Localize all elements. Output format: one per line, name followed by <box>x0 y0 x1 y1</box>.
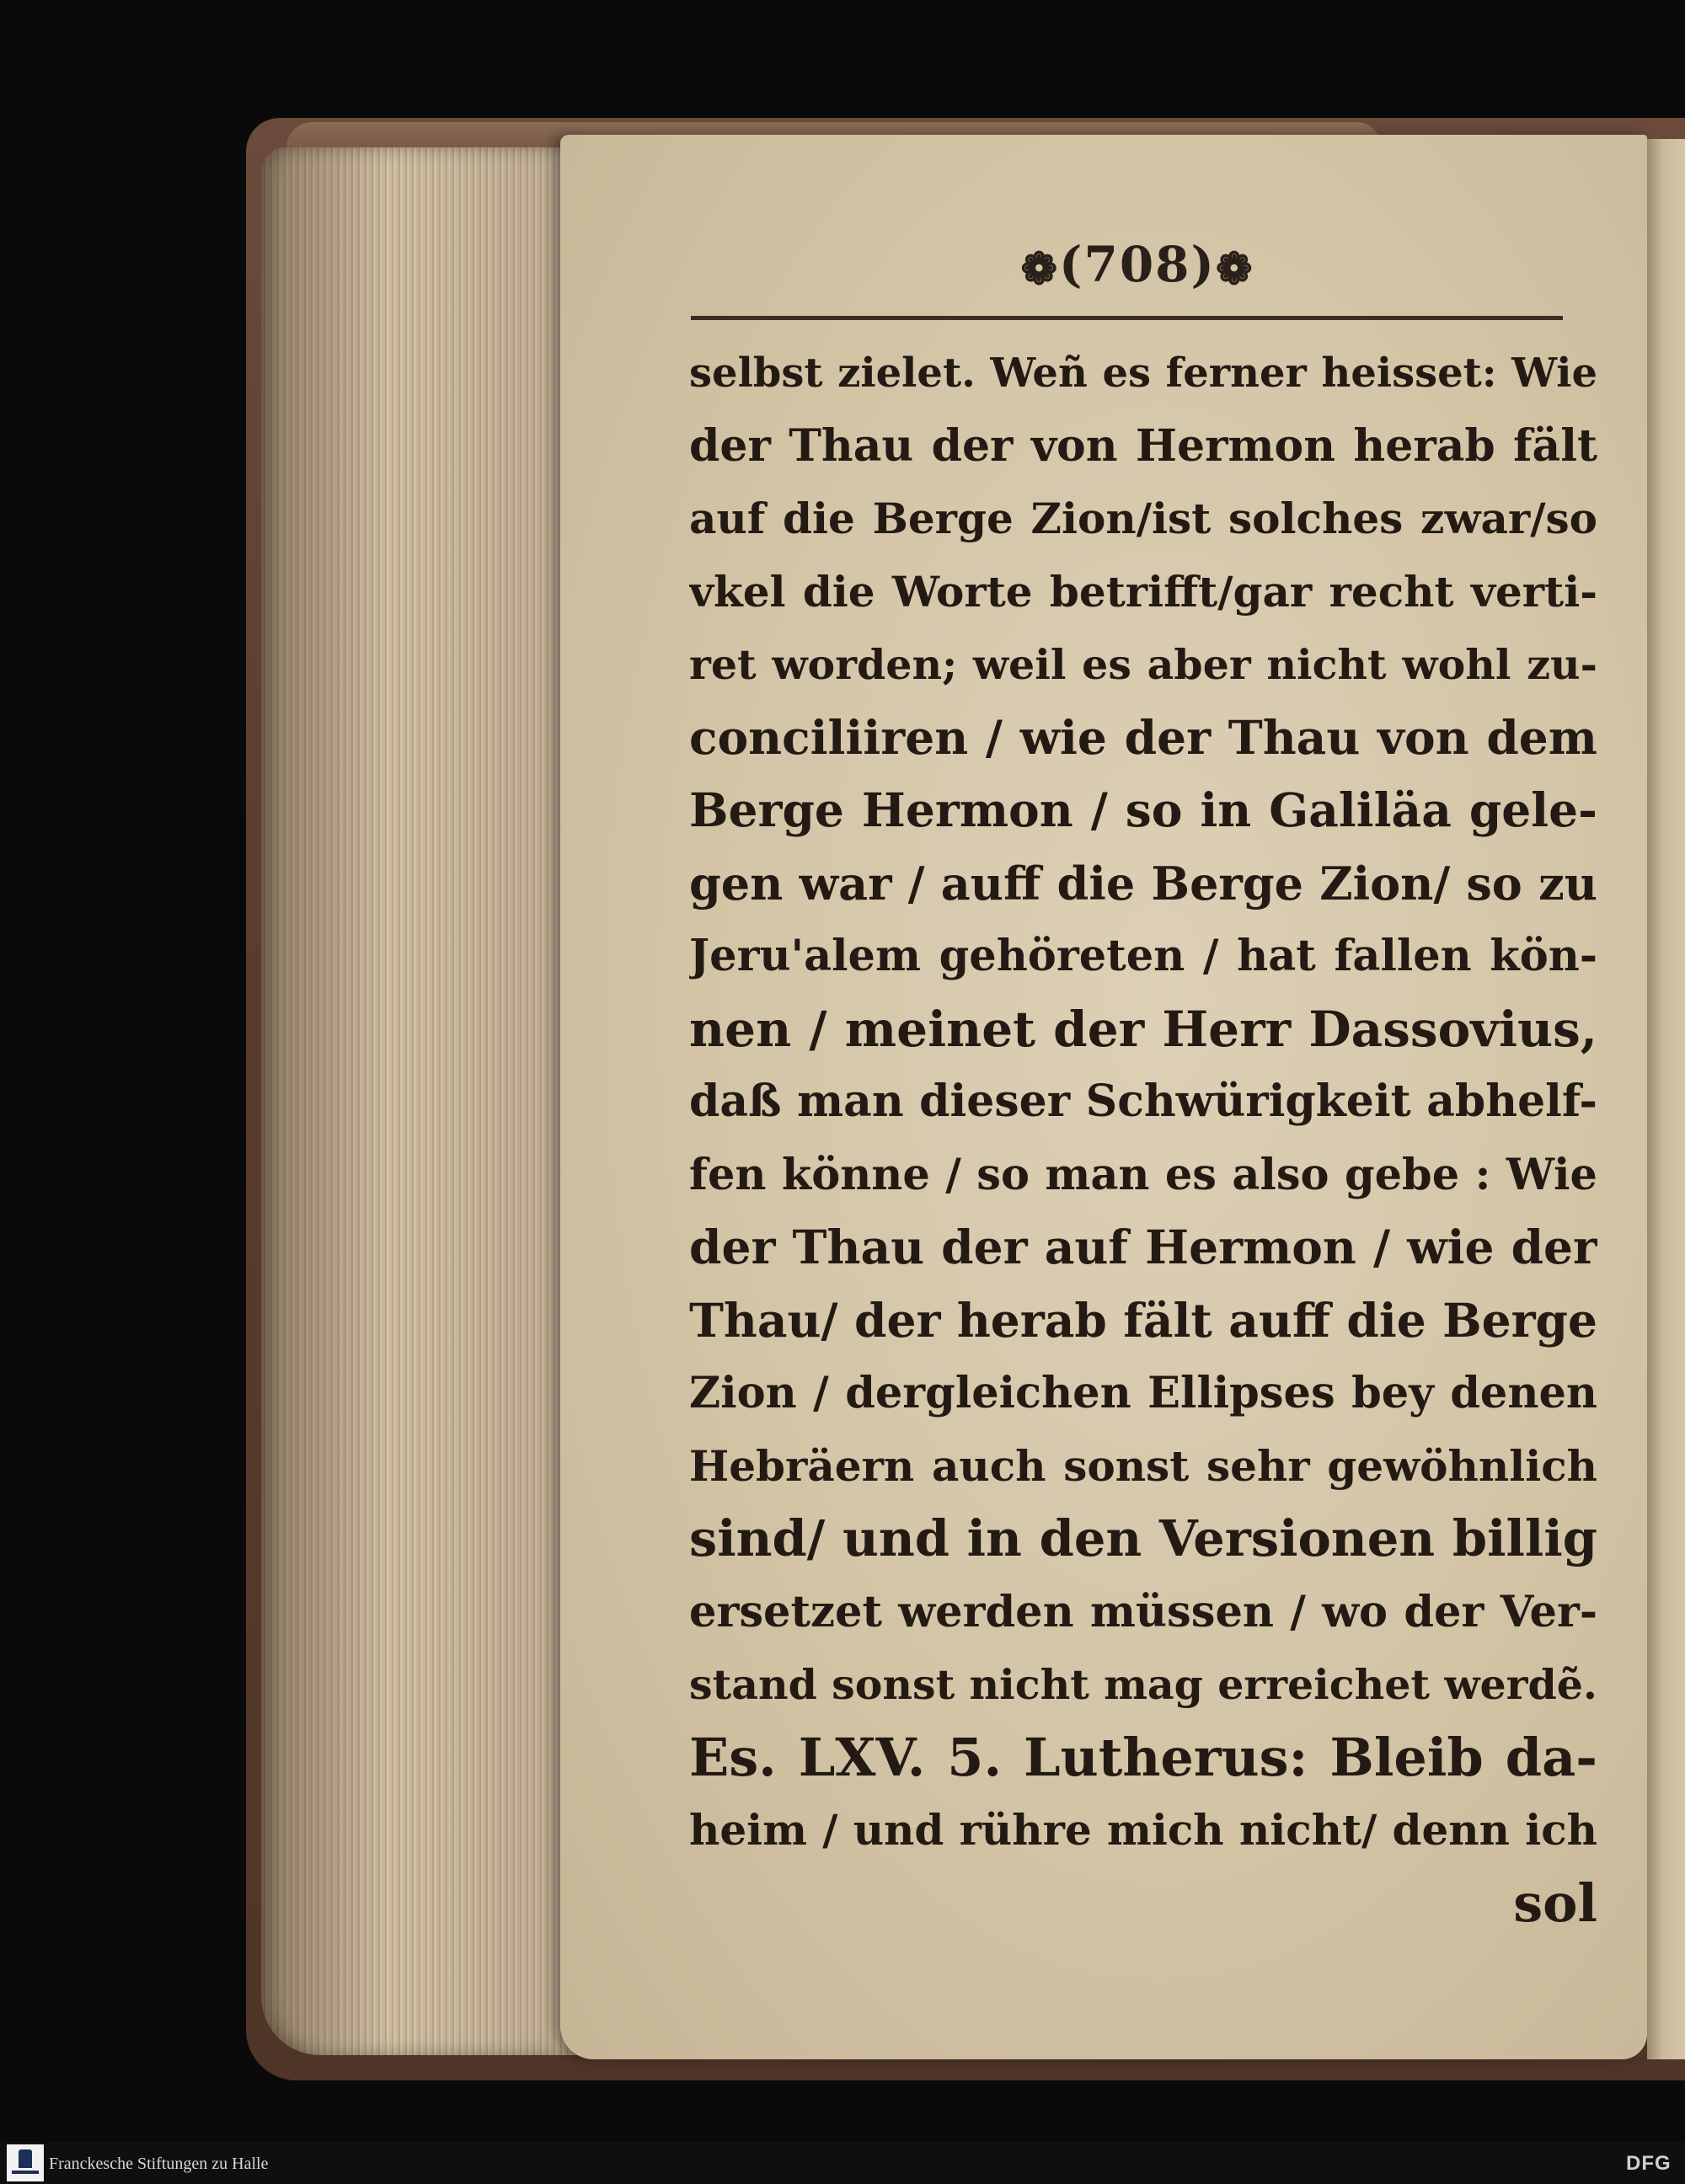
text-line: nen / meinet der Herr Dassovius, <box>689 1000 1597 1058</box>
page-header <box>998 236 1276 303</box>
text-line: Es. LXV. 5. Lutherus: Bleib da- <box>689 1726 1597 1788</box>
text-line: der Thau der von Hermon herab fält <box>689 419 1597 472</box>
catchword: sol <box>1513 1872 1597 1934</box>
text-line: fen könne / so man es also gebe : Wie <box>689 1149 1597 1200</box>
text-line: Thau/ der herab fält auff die Berge <box>689 1292 1597 1348</box>
text-line: daß man dieser Schwürigkeit abhelf- <box>689 1076 1597 1127</box>
text-line: conciliiren / wie der Thau von dem <box>689 709 1597 765</box>
page-number: (708) <box>1059 236 1216 293</box>
text-line: Berge Hermon / so in Galiläa gele- <box>689 782 1597 837</box>
text-line: ret worden; weil es aber nicht wohl zu- <box>689 640 1597 689</box>
text-line: sind/ und in den Versionen billig <box>689 1509 1597 1567</box>
text-line: der Thau der auf Hermon / wie der <box>689 1220 1597 1274</box>
text-line: auf die Berge Zion/ist solches zwar/so <box>689 494 1597 543</box>
text-line: ersetzet werden müssen / wo der Ver- <box>689 1586 1597 1637</box>
dfg-logo[interactable]: DFG <box>1626 2152 1672 2175</box>
page-body-text <box>689 337 1597 1940</box>
text-line: Jeru'alem gehöreten / hat fallen kön- <box>689 931 1597 981</box>
text-line: Hebräern auch sonst sehr gewöhnlich <box>689 1440 1597 1491</box>
ornament-right-icon: ❁ <box>1215 243 1254 295</box>
franckesche-stiftungen-logo-icon[interactable] <box>7 2144 44 2181</box>
text-line: heim / und rühre mich nicht/ denn ich <box>689 1805 1597 1855</box>
page-gutter <box>1647 139 1685 2059</box>
institution-label[interactable]: Franckesche Stiftungen zu Halle <box>49 2155 269 2173</box>
text-line: vkel die Worte betrifft/gar recht verti- <box>689 566 1597 617</box>
text-line: gen war / auff die Berge Zion/ so zu <box>689 856 1597 910</box>
header-rule <box>691 316 1563 320</box>
ornament-left-icon: ❁ <box>1020 243 1060 295</box>
text-line: Zion / dergleichen Ellipses bey denen <box>689 1368 1597 1418</box>
text-line: selbst zielet. Weñ es ferner heisset: Wie <box>689 350 1597 397</box>
text-line: stand sonst nicht mag erreichet werdẽ. <box>689 1660 1597 1709</box>
